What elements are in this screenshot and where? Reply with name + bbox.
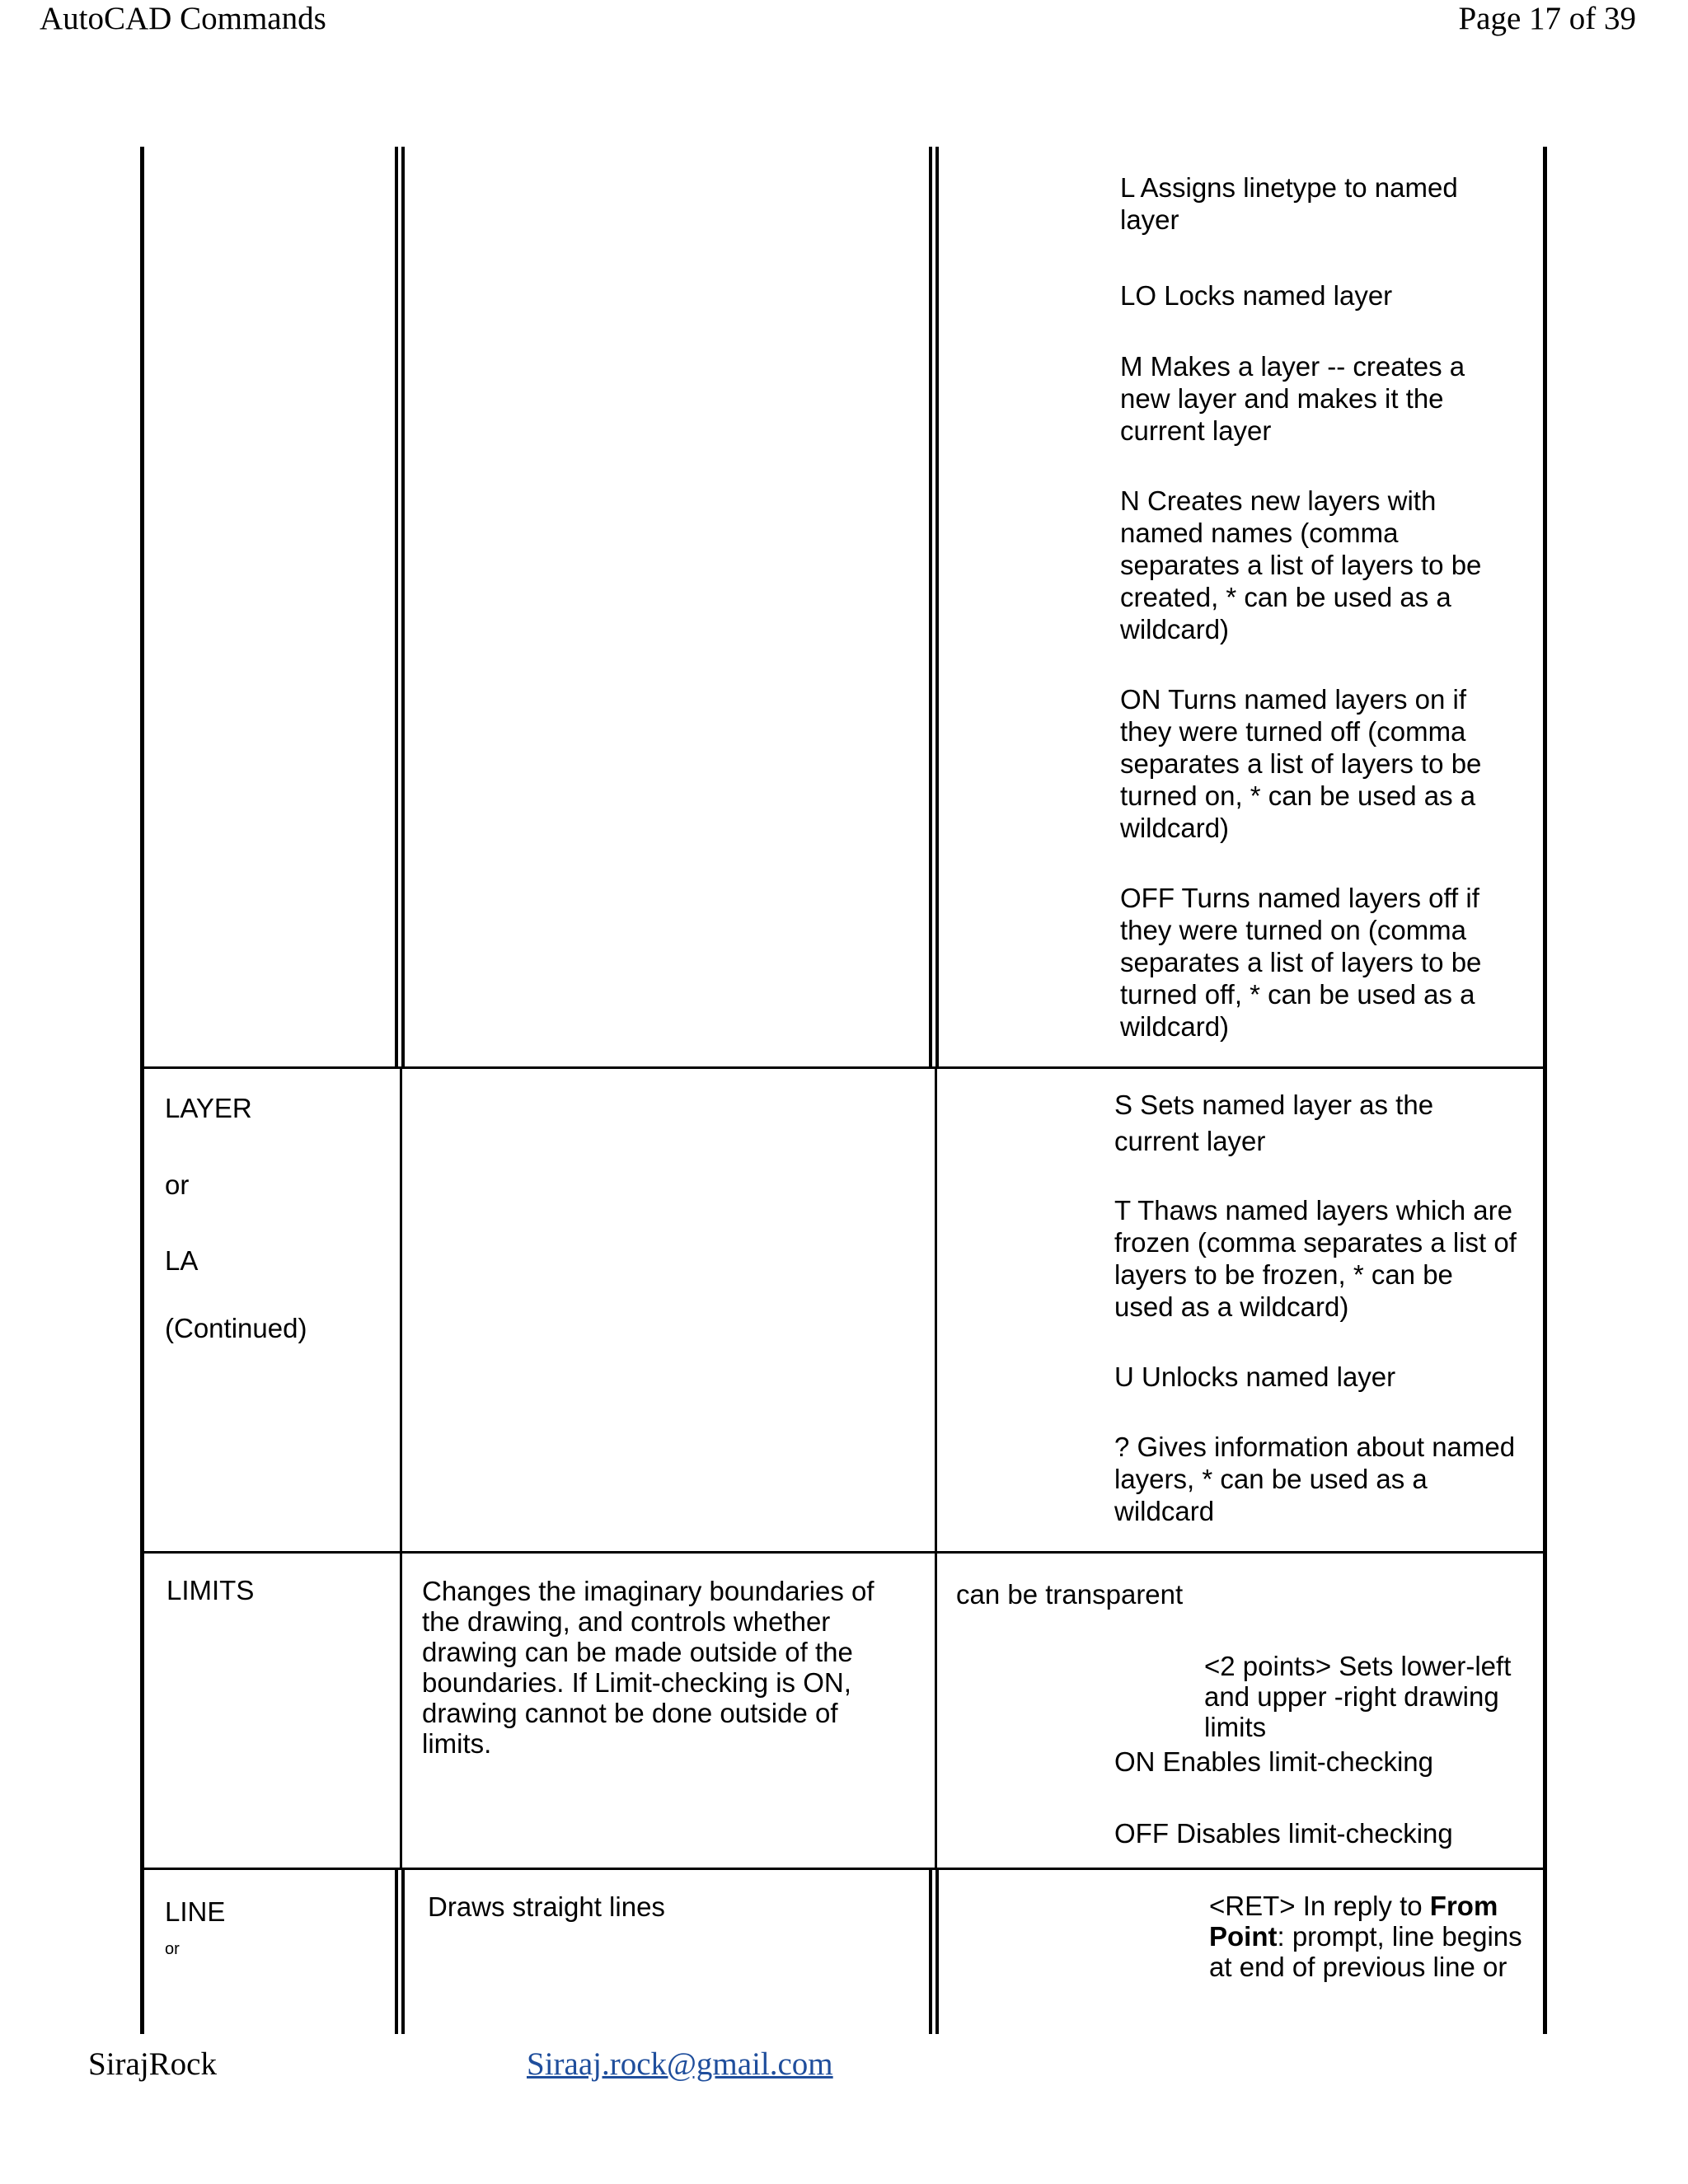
option-text-part: : prompt, line begins at end of previous line or [1209, 1921, 1522, 1982]
option-text-part: <RET> In reply to [1209, 1891, 1430, 1921]
option-text: N Creates new layers with named names (comma separates a list of layers to be created, * can be used as a wildcard) [1120, 485, 1482, 644]
options-cell [1120, 171, 1507, 1043]
command-name: LAYER [165, 1093, 252, 1123]
description-text: Changes the imaginary boundaries of the drawing, and controls whether drawing can be made outside of the boundaries. If Limit-checking is ON, drawing cannot be done outside of limits. [422, 1576, 874, 1759]
description-cell [422, 1576, 884, 1759]
command-cell [165, 1092, 379, 1344]
column-divider [401, 147, 405, 1068]
command-name: LINE [165, 1896, 226, 1927]
command-or: or [165, 1169, 190, 1200]
transparent-note: can be transparent [956, 1579, 1184, 1610]
description-text: Draws straight lines [428, 1891, 665, 1922]
command-alias: LA [165, 1245, 199, 1276]
options-lead [956, 1578, 1286, 1610]
column-divider [395, 147, 398, 1068]
command-note: (Continued) [165, 1313, 307, 1343]
option-text: S Sets named layer as the current layer [1114, 1090, 1434, 1156]
option-text: L Assigns linetype to named layer [1120, 172, 1458, 235]
table-border-right [1543, 147, 1547, 2034]
option-text: LO Locks named layer [1120, 280, 1393, 311]
options-cell [1114, 1087, 1518, 1527]
column-divider [935, 1869, 939, 2034]
option-text: ON Enables limit-checking [1114, 1746, 1433, 1777]
option-bold-part: From Point [1209, 1891, 1498, 1952]
column-divider [935, 147, 939, 1068]
option-text: <2 points> Sets lower-left and upper -right drawing limits [1204, 1651, 1512, 1742]
column-divider [929, 1869, 932, 2034]
footer-email-link[interactable]: Siraaj.rock@gmail.com [527, 2046, 833, 2082]
command-name: LIMITS [166, 1575, 255, 1605]
command-cell [165, 1896, 379, 1959]
options-cell [1209, 1891, 1526, 1982]
column-divider [395, 1869, 398, 2034]
option-text: ? Gives information about named layers, * can be used as a wildcard [1114, 1432, 1516, 1526]
row-divider [140, 1551, 1547, 1554]
column-divider [400, 1068, 402, 1869]
command-cell [166, 1574, 381, 1606]
options-cell [1204, 1651, 1526, 1742]
command-or: or [165, 1940, 180, 1958]
column-divider [935, 1068, 937, 1869]
column-divider [401, 1869, 405, 2034]
row-divider [140, 1066, 1547, 1069]
description-cell [428, 1891, 889, 1923]
option-text: ON Turns named layers on if they were turned off (comma separates a list of layers to be turned on, * can be used as a wildcard) [1120, 684, 1482, 843]
option-text [1209, 1891, 1526, 1982]
option-text: U Unlocks named layer [1114, 1361, 1396, 1392]
option-text: OFF Disables limit-checking [1114, 1818, 1453, 1849]
option-text: M Makes a layer -- creates a new layer and makes it the current layer [1120, 351, 1465, 446]
page-number: Page 17 of 39 [1458, 1, 1636, 36]
row-divider [140, 1868, 1547, 1870]
document-title: AutoCAD Commands [40, 1, 326, 36]
option-text: T Thaws named layers which are frozen (comma separates a list of layers to be frozen, * can be used as a wildcard) [1114, 1195, 1517, 1322]
column-divider [929, 147, 932, 1068]
options-cell [1114, 1746, 1510, 1849]
table-border-left [140, 147, 144, 2034]
option-text: OFF Turns named layers off if they were turned on (comma separates a list of layers to be turned off, * can be used as a wildcard) [1120, 883, 1482, 1042]
footer-author: SirajRock [88, 2046, 217, 2082]
